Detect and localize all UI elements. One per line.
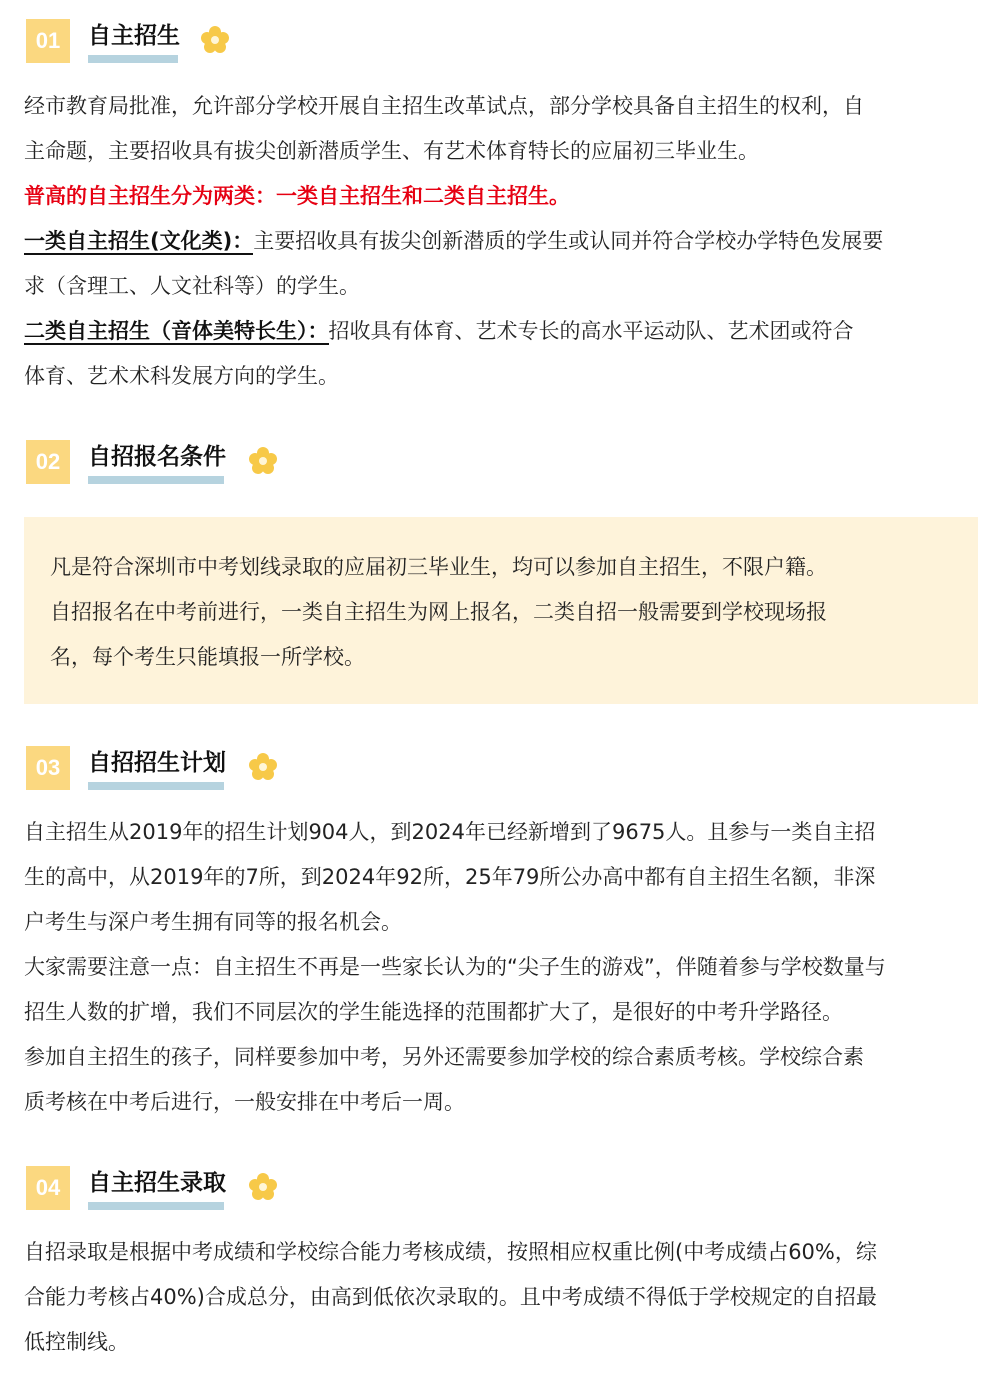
- paragraph-line: 求（含理工、人文社科等）的学生。: [24, 274, 360, 298]
- paragraph-line: 自招录取是根据中考成绩和学校综合能力考核成绩，按照相应权重比例(中考成绩占60%，综: [24, 1240, 877, 1264]
- title-underline-bar: [88, 476, 224, 484]
- type2-description: 招收具有体育、艺术专长的高水平运动队、艺术团或符合: [328, 319, 854, 343]
- section-number-badge: 04: [26, 1166, 70, 1210]
- paragraph-line: 名，每个考生只能填报一所学校。: [50, 645, 365, 669]
- type1-description: 主要招收具有拔尖创新潜质的学生或认同并符合学校办学特色发展要: [253, 229, 884, 253]
- section-header-02: [26, 440, 426, 500]
- flower-icon: [200, 25, 230, 55]
- info-box: [24, 517, 978, 704]
- flower-icon: [248, 752, 278, 782]
- paragraph-line: 招生人数的扩增，我们不同层次的学生能选择的范围都扩大了，是很好的中考升学路径。: [24, 1000, 843, 1024]
- section-title: 自主招生: [88, 23, 180, 49]
- title-underline-bar: [88, 782, 224, 790]
- paragraph-line: 经市教育局批准，允许部分学校开展自主招生改革试点，部分学校具备自主招生的权利，自: [24, 94, 864, 118]
- type2-label: 二类自主招生（音体美特长生）：: [24, 319, 329, 343]
- paragraph-line: 主命题，主要招收具有拔尖创新潜质学生、有艺术体育特长的应届初三毕业生。: [24, 139, 759, 163]
- flower-icon: [248, 446, 278, 476]
- title-underline-bar: [88, 1202, 224, 1210]
- paragraph-line: 生的高中，从2019年的7所，到2024年92所，25年79所公办高中都有自主招生名额，非深: [24, 865, 876, 889]
- paragraph-line: 低控制线。: [24, 1330, 129, 1354]
- section-header-03: [26, 746, 426, 806]
- section-title: 自招招生计划: [88, 750, 226, 776]
- paragraph-line: 大家需要注意一点：自主招生不再是一些家长认为的“尖子生的游戏”，伴随着参与学校数量与: [24, 955, 886, 979]
- type2-line: [24, 309, 984, 354]
- paragraph-line: 质考核在中考后进行，一般安排在中考后一周。: [24, 1090, 465, 1114]
- type1-line: [24, 219, 984, 264]
- highlight-red-line: 普高的自主招生分为两类：一类自主招生和二类自主招生。: [24, 184, 570, 208]
- section-title: 自主招生录取: [88, 1170, 226, 1196]
- paragraph-line: 参加自主招生的孩子，同样要参加中考，另外还需要参加学校的综合素质考核。学校综合素: [24, 1045, 864, 1069]
- type1-label: 一类自主招生(文化类)：: [24, 229, 254, 253]
- title-underline-bar: [88, 55, 178, 63]
- flower-icon: [248, 1172, 278, 1202]
- section-header-04: [26, 1166, 426, 1226]
- section-title: 自招报名条件: [88, 444, 226, 470]
- paragraph-line: 体育、艺术术科发展方向的学生。: [24, 364, 339, 388]
- paragraph-line: 自主招生从2019年的招生计划904人，到2024年已经新增到了9675人。且参与一类自主招: [24, 820, 876, 844]
- paragraph-line: 自招报名在中考前进行，一类自主招生为网上报名，二类自招一般需要到学校现场报: [50, 600, 827, 624]
- section-number-badge: 03: [26, 746, 70, 790]
- section-number-badge: 02: [26, 440, 70, 484]
- section-header-01: [26, 19, 426, 79]
- paragraph-line: 合能力考核占40%)合成总分，由高到低依次录取的。且中考成绩不得低于学校规定的自招最: [24, 1285, 877, 1309]
- section-number-badge: 01: [26, 19, 70, 63]
- paragraph-line: 户考生与深户考生拥有同等的报名机会。: [24, 910, 402, 934]
- paragraph-line: 凡是符合深圳市中考划线录取的应届初三毕业生，均可以参加自主招生，不限户籍。: [50, 555, 827, 579]
